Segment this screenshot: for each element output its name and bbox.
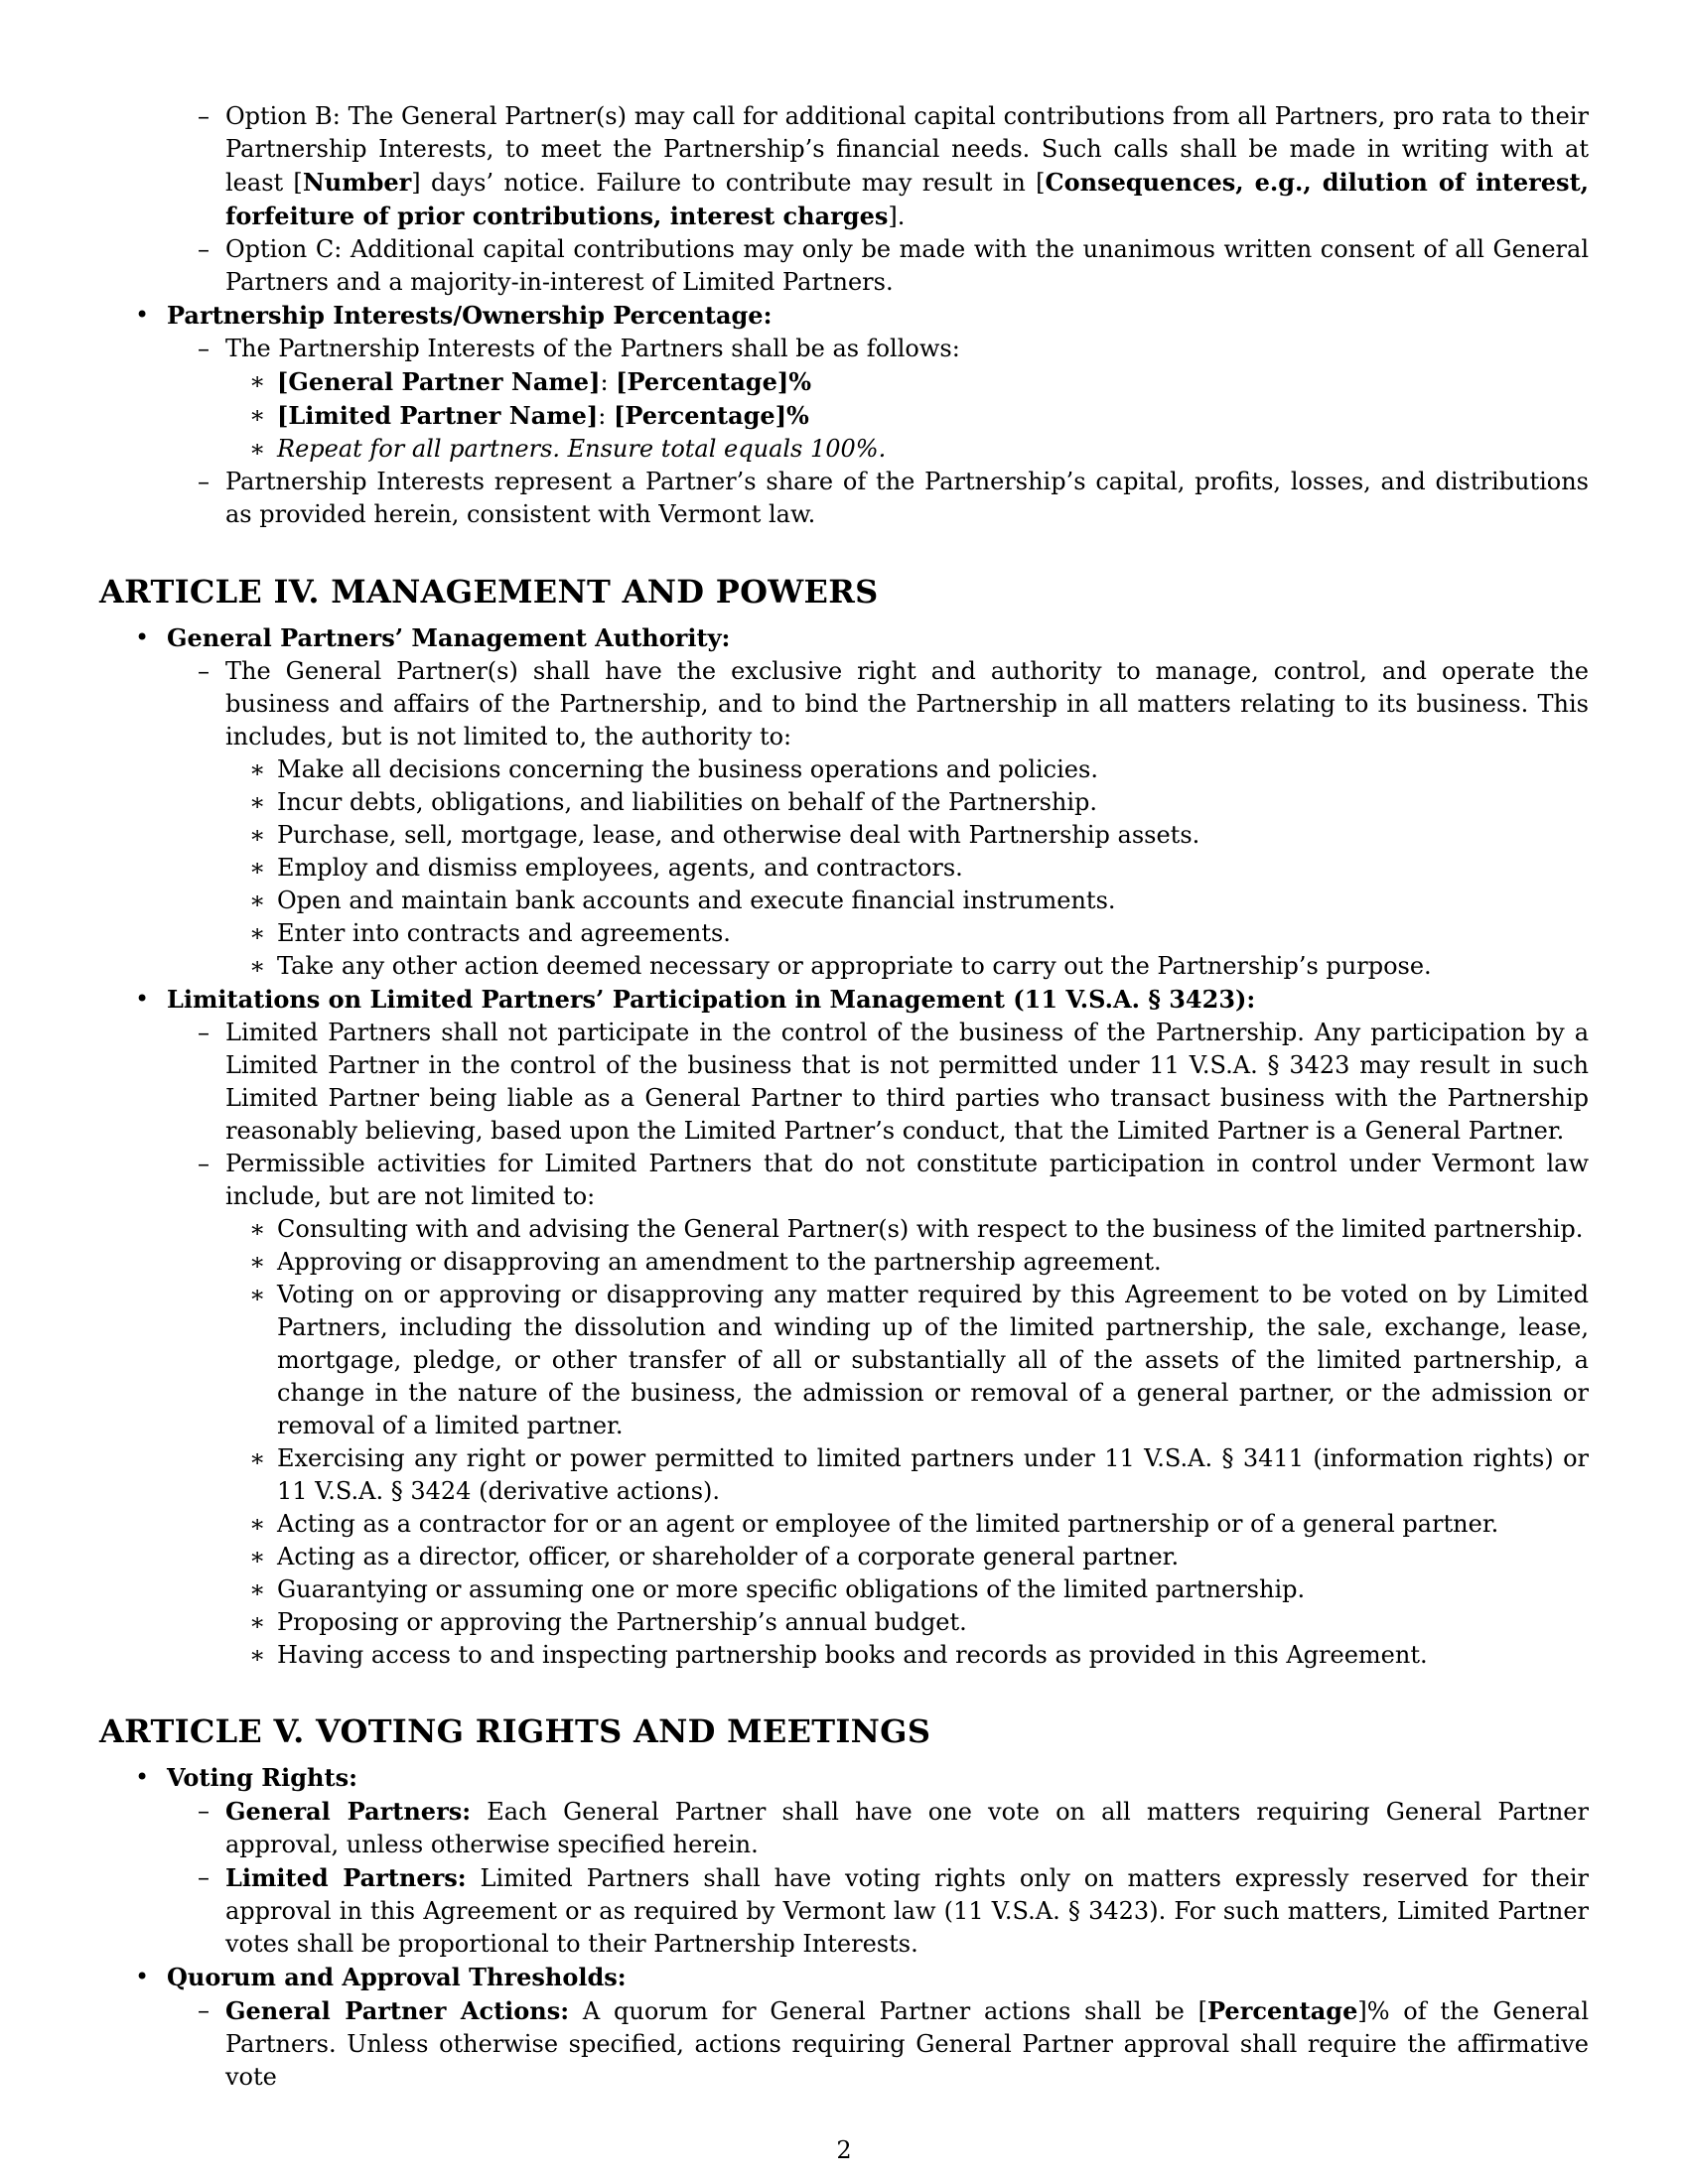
list-item: ∗ Proposing or approving the Partnership’s annual budget. — [225, 1606, 1589, 1639]
list-item: – Partnership Interests represent a Partner’s share of the Partnership’s capital, profits, losses, and distributions as provided herein, consistent with Vermont law. — [198, 468, 1589, 528]
asterisk-marker: ∗ — [249, 1608, 266, 1636]
article-iv-heading: ARTICLE IV. MANAGEMENT AND POWERS — [99, 573, 879, 611]
section-title: General Partners’ Management Authority: — [167, 623, 731, 652]
asterisk-marker: ∗ — [249, 887, 266, 914]
asterisk-marker: ∗ — [249, 755, 266, 783]
asterisk-marker: ∗ — [249, 919, 266, 947]
dash-marker: – — [198, 1996, 210, 2024]
asterisk-marker: ∗ — [249, 1248, 266, 1276]
partnership-interests-section — [99, 299, 1589, 531]
dash-marker: – — [198, 657, 210, 685]
section-title: Voting Rights: — [167, 1763, 357, 1792]
list-item: – Limited Partners: Limited Partners shall have voting rights only on matters expressly reserved for their approval in this Agreement or as required by Vermont law (11 V.S.A. § 3423). For such matters, Limited Partner votes shall be proportional to their Partnership Interests. — [198, 1863, 1589, 1958]
gp-percentage-item: ∗ [General Partner Name]: [Percentage]% — [249, 367, 812, 396]
option-c-item: – Option C: Additional capital contributions may only be made with the unanimous written consent of all General Partners and a majority-in-interest of Limited Partners. — [198, 235, 1589, 296]
list-item: ∗ Open and maintain bank accounts and execute financial instruments. — [225, 885, 1589, 917]
partnership-interests-item — [99, 299, 1589, 531]
bullet-marker: • — [135, 985, 150, 1013]
asterisk-marker: ∗ — [249, 1215, 266, 1243]
asterisk-marker: ∗ — [249, 1543, 266, 1570]
bullet-marker: • — [135, 623, 150, 651]
asterisk-marker: ∗ — [249, 1281, 266, 1308]
dash-marker: – — [198, 468, 210, 495]
repeat-note-item: ∗ Repeat for all partners. Ensure total equals 100%. — [225, 433, 1589, 466]
gp-authority-item — [99, 621, 1589, 983]
list-item: ∗ Consulting with and advising the General Partner(s) with respect to the business of the limited partnership. — [225, 1213, 1589, 1246]
asterisk-marker: ∗ — [249, 1444, 266, 1472]
article-v-list — [99, 1761, 1589, 2094]
article-iv-list — [99, 621, 1589, 1672]
list-item: ∗ Acting as a director, officer, or shareholder of a corporate general partner. — [225, 1541, 1589, 1573]
bullet-marker: • — [135, 1763, 150, 1791]
lp-percentage-item: ∗ [Limited Partner Name]: [Percentage]% — [249, 401, 809, 430]
asterisk-marker: ∗ — [249, 401, 266, 429]
asterisk-marker: ∗ — [249, 435, 266, 463]
list-item: ∗ Having access to and inspecting partnership books and records as provided in this Agreement. — [225, 1639, 1589, 1672]
list-item: ∗ Take any other action deemed necessary or appropriate to carry out the Partnership’s purpose. — [225, 950, 1589, 983]
list-item: ∗ Purchase, sell, mortgage, lease, and otherwise deal with Partnership assets. — [225, 819, 1589, 852]
list-item: – Limited Partners shall not participate in the control of the business of the Partnership. Any participation by a Limited Partner in the control of the business that is not permitted under 11 V.S.A. § 3423 may result in such Limited Partner being liable as a General Partner to third parties who transact business with the Partnership reasonably believing, based upon the Limited Partner’s conduct, that the Limited Partner is a General Partner. — [198, 1019, 1589, 1145]
dash-marker: – — [198, 102, 210, 130]
dash-marker: – — [198, 1019, 210, 1046]
section-title: Quorum and Approval Thresholds: — [167, 1963, 627, 1991]
section-title: Partnership Interests/Ownership Percentage: — [167, 301, 773, 330]
asterisk-marker: ∗ — [249, 952, 266, 980]
list-item: ∗ Enter into contracts and agreements. — [225, 917, 1589, 950]
capital-options-list — [167, 100, 1589, 299]
asterisk-marker: ∗ — [249, 821, 266, 849]
page-number: 2 — [836, 2136, 852, 2164]
list-item: ∗ Acting as a contractor for or an agent or employee of the limited partnership or of a general partner. — [225, 1508, 1589, 1541]
list-item: ∗ Voting on or approving or disapproving any matter required by this Agreement to be voted on by Limited Partners, including the dissolution and winding up of the limited partnership, the sale, exchange, lease, mortgage, pledge, or other transfer of all or substantially all of the assets of the limited partnership, a change in the nature of the business, the admission or removal of a general partner, or the admission or removal of a limited partner. — [249, 1281, 1589, 1439]
list-item: – The Partnership Interests of the Partners shall be as follows: ∗ [General Partner Name]: [Percentage]% ∗ [Limited Partner Name]: [Percentage]% ∗ Repeat for all partners. Ensure total equals 100%. — [167, 333, 1589, 466]
list-item: ∗ Make all decisions concerning the business operations and policies. — [225, 753, 1589, 786]
lp-limitations-item — [99, 983, 1589, 1672]
list-item: ∗ Exercising any right or power permitted to limited partners under 11 V.S.A. § 3411 (information rights) or 11 V.S.A. § 3424 (derivative actions). — [249, 1444, 1589, 1505]
asterisk-marker: ∗ — [249, 1641, 266, 1669]
dash-marker: – — [198, 335, 210, 362]
asterisk-marker: ∗ — [249, 788, 266, 816]
list-item: ∗ Guarantying or assuming one or more specific obligations of the limited partnership. — [225, 1573, 1589, 1606]
article-v-heading: ARTICLE V. VOTING RIGHTS AND MEETINGS — [99, 1712, 931, 1750]
asterisk-marker: ∗ — [249, 1575, 266, 1603]
list-item: ∗ Incur debts, obligations, and liabilities on behalf of the Partnership. — [225, 786, 1589, 819]
bullet-marker: • — [135, 1963, 150, 1990]
voting-rights-item — [99, 1761, 1589, 1961]
asterisk-marker: ∗ — [249, 1510, 266, 1538]
dash-marker: – — [198, 235, 210, 263]
dash-marker: – — [198, 1150, 210, 1177]
list-item: – General Partners: Each General Partner shall have one vote on all matters requiring General Partner approval, unless otherwise specified herein. — [198, 1797, 1589, 1858]
asterisk-marker: ∗ — [249, 854, 266, 882]
document-page — [99, 100, 1589, 2094]
bullet-marker: • — [135, 301, 150, 329]
list-item: ∗ Employ and dismiss employees, agents, and contractors. — [225, 852, 1589, 885]
quorum-item — [99, 1961, 1589, 2094]
list-item: ∗ Approving or disapproving an amendment to the partnership agreement. — [225, 1246, 1589, 1279]
dash-marker: – — [198, 1863, 210, 1891]
option-b-item: – Option B: The General Partner(s) may call for additional capital contributions from all Partners, pro rata to their Partnership Interests, to meet the Partnership’s financial needs. Such calls shall be made in writing with at least [Number] days’ notice. Failure to contribute may result in [Consequences, e.g., dilution of interest, forfeiture of prior contributions, interest charges]. — [198, 102, 1590, 230]
list-item: – The General Partner(s) shall have the exclusive right and authority to manage, control, and operate the business and affairs of the Partnership, and to bind the Partnership in all matters relating to its business. This includes, but is not limited to, the authority to: ∗ Make all decisions concerning the business operations and policies. ∗ Incur debts, obligations, and liabilities on behalf of the Partnership. ∗ Purchase, sell, mortgage, lease, and otherwise deal with Partnership assets. ∗ Employ and dismiss employees, agents, and contractors. ∗ Open and maintain bank accounts and execute financial instruments. ∗ Enter into contracts and agreements. ∗ Take any other action deemed necessary or appropriate to carry out the Partnership’s purpose. — [167, 655, 1589, 983]
asterisk-marker: ∗ — [249, 367, 266, 395]
list-item: – General Partner Actions: A quorum for General Partner actions shall be [Percentage]% of the General Partners. Unless otherwise specified, actions requiring General Partner approval shall require the affirmative vote — [198, 1996, 1589, 2091]
dash-marker: – — [198, 1797, 210, 1825]
section-title: Limitations on Limited Partners’ Participation in Management (11 V.S.A. § 3423): — [167, 985, 1256, 1014]
list-item: – Permissible activities for Limited Partners that do not constitute participation in control under Vermont law include, but are not limited to: ∗ Consulting with and advising the General Partner(s) with respect to the business of the limited partnership. ∗ Approving or disapproving an amendment to the partnership agreement. ∗ Voting on or approving or disapproving any matter required by this Agreement to be voted on by Limited Partners, including the dissolution and winding up of the limited partnership, the sale, exchange, lease, mortgage, pledge, or other transfer of all or substantially all of the assets of the limited partnership, a change in the nature of the business, the admission or removal of a general partner, or the admission or removal of a limited partner. ∗ Exercising any right or power permitted to limited partners under 11 V.S.A. § 3411 (information rights) or 11 V.S.A. § 3424 (derivative actions). ∗ Acting as a contractor for or an agent or employee of the limited partnership or of a general partner. ∗ Acting as a director, officer, or shareholder of a corporate general partner. ∗ Guarantying or assuming one or more specific obligations of the limited partnership. ∗ Proposing or approving the Partnership’s annual budget. ∗ Having access to and inspecting partnership books and records as provided in this Agreement. — [167, 1148, 1589, 1672]
